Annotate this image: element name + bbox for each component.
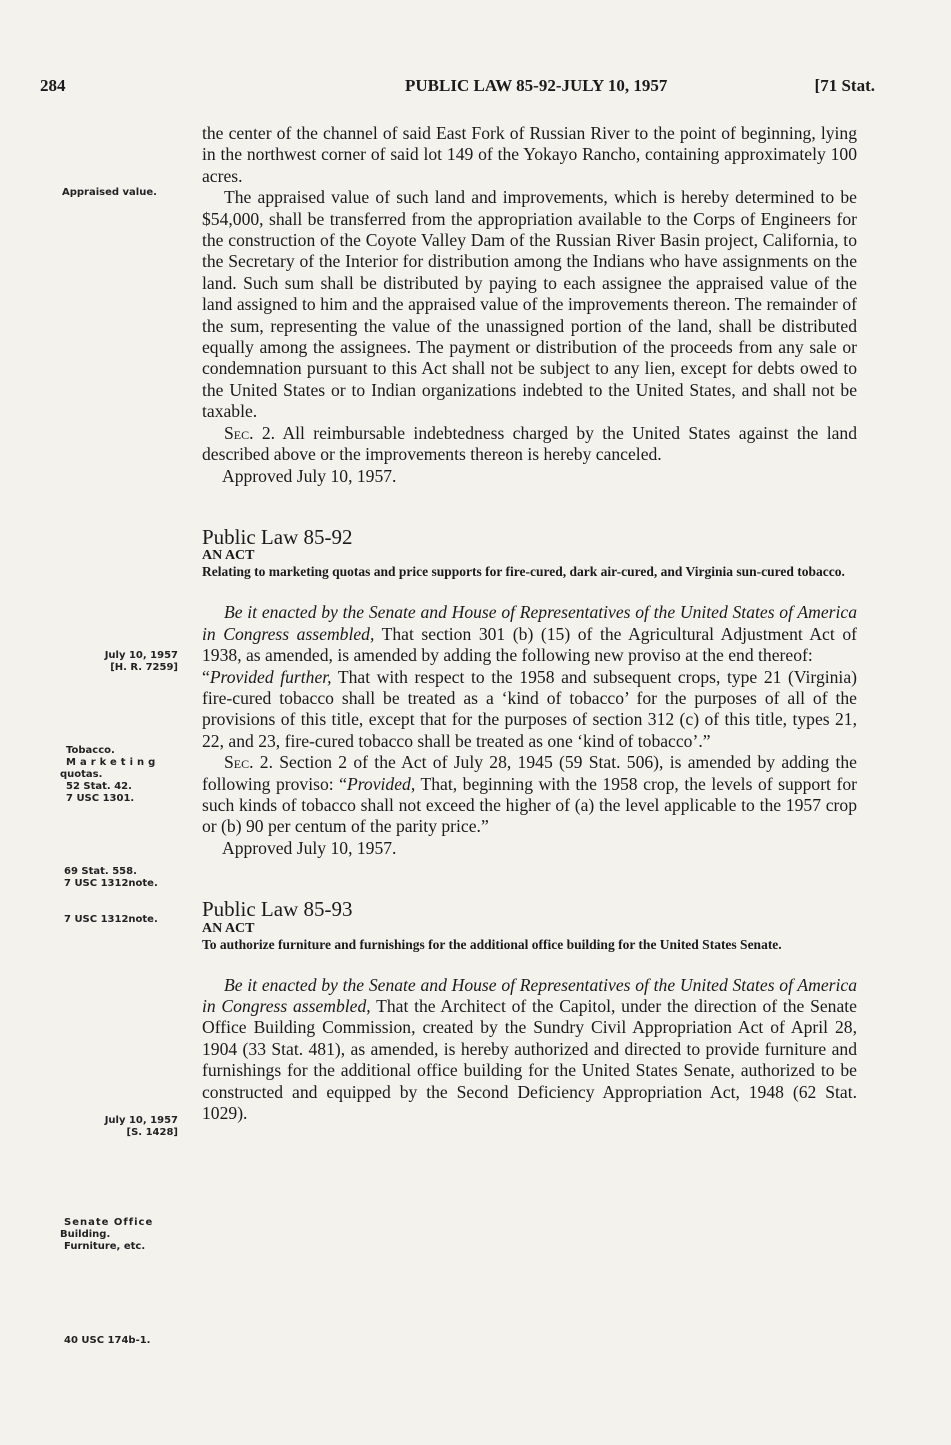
sec-2-text-a: Section 2 of the Act of July 28, 1945 (59 Stat. 506), is amended by adding the following proviso: “ [202, 752, 857, 794]
margin-note-senate-office [60, 1217, 154, 1253]
public-law-85-92 [202, 524, 857, 859]
margin-note-tobacco [60, 745, 160, 805]
paragraph-boundary-end: the center of the channel of said East Fork of Russian River to the point of beginning, lying in the northwest corner of said lot 149 of the Yokayo Rancho, containing approximately 100 acres. [202, 123, 857, 186]
enacting-text: That section 301 (b) (15) of the Agricultural Adjustment Act of 1938, as amended, is amended by adding the following new proviso at the end thereof: [202, 623, 857, 666]
public-law-85-93 [202, 899, 857, 1124]
proviso-text: That with respect to the 1958 and subsequent crops, type 21 (Virginia) fire-cured tobacco shall be treated as a ‘kind of tobacco’ for the purposes of all of the provisions of this title, except that for the purposes of section 312 (c) of this title, types 21, 22, and 23, fire-cured tobacco shall be treated as one ‘kind of tobacco’.” [202, 666, 857, 751]
enacting-clause [202, 975, 857, 1125]
margin-note-law2-date [58, 1115, 178, 1139]
act-heading: AN ACT [202, 920, 255, 936]
margin-building: Building. [60, 1229, 111, 1240]
running-title: PUBLIC LAW 85-92-JULY 10, 1957 [405, 76, 668, 95]
page-number: 284 [40, 76, 66, 95]
margin-tobacco: Tobacco. [66, 745, 115, 756]
statute-volume: [71 Stat. [814, 76, 875, 95]
section-2 [202, 752, 857, 838]
law1-bill: [H. R. 7259] [110, 662, 178, 673]
margin-7-usc-1301: 7 USC 1301. [66, 793, 135, 804]
approved-date-1: Approved July 10, 1957. [222, 465, 397, 486]
margin-7-usc-1312-a: 7 USC 1312note. [64, 878, 158, 889]
page-header [40, 76, 875, 100]
law1-date: July 10, 1957 [104, 650, 178, 661]
margin-note-appraised-value: Appraised value. [62, 187, 157, 198]
paragraph-appraised-value: The appraised value of such land and improvements, which is hereby determined to be $54,000, shall be transferred from the appropriation available to the Corps of Engineers for the construction of the Coyote Valley Dam of the Russian River Basin project, California, to the Secretary of the Interior for distribution among the Indians who have assignments on the land. Such sum shall be distributed by paying to each assignee the appraised value of the land assigned to him and the appraised value of the improvements thereon. The remainder of the sum, representing the value of the unassigned portion of the land, shall be distributed equally among the assignees. The payment or distribution of the proceeds from any sale or condemnation pursuant to this Act shall not be subject to any lien, except for debts owed to the United States or to Indian organizations indebted to the United States, and shall not be taxable. [202, 187, 857, 422]
sec-label: Sec. 2. [224, 752, 273, 773]
enacting-words: Be it enacted by the Senate and House of Representatives of the United States of America in Congress assembled, [202, 974, 857, 1016]
act-description: Relating to marketing quotas and price supports for fire-cured, dark air-cured, and Virginia sun-cured tobacco. [202, 564, 845, 580]
approved-date-2: Approved July 10, 1957. [222, 837, 397, 858]
quote-open: “ [202, 666, 210, 687]
margin-7-usc-1312-b: 7 USC 1312note. [64, 914, 158, 925]
margin-40-usc: 40 USC 174b-1. [64, 1335, 151, 1346]
main-text [202, 123, 857, 1124]
proviso-words: Provided, [346, 773, 416, 794]
margin-quotas: quotas. [60, 769, 103, 780]
sec-label: Sec. 2. [224, 422, 276, 443]
margin-note-69-stat [64, 866, 158, 890]
margin-52-stat: 52 Stat. 42. [66, 781, 132, 792]
proviso-words: Provided further, [209, 666, 332, 687]
enacting-words: Be it enacted by the Senate and House of Representatives of the United States of America in Congress assembled, [202, 602, 857, 644]
margin-69-stat: 69 Stat. 558. [64, 866, 137, 877]
enacting-text: That the Architect of the Capitol, under the direction of the Senate Office Building Commission, created by the Sundry Civil Appropriation Act of April 28, 1904 (33 Stat. 481), as amended, is hereby authorized and directed to provide furniture and furnishings for the additional office building for the United States Senate, authorized to be constructed and equipped by the Second Deficiency Appropriation Act, 1948 (62 Stat. 1029). [202, 996, 857, 1124]
sec-2-text: All reimbursable indebtedness charged by the United States against the land described above or the improvements thereon is hereby canceled. [202, 422, 857, 465]
sec-2-text-b: That, beginning with the 1958 crop, the levels of support for such kinds of tobacco shall not exceed the higher of (a) the level applicable to the 1957 crop or (b) 90 per centum of the parity price.” [202, 773, 857, 837]
margin-furniture: Furniture, etc. [64, 1241, 146, 1252]
margin-note-law1-date [58, 650, 178, 674]
act-description: To authorize furniture and furnishings for the additional office building for the United States Senate. [202, 936, 782, 952]
margin-marketing: Marketing [66, 757, 160, 768]
law-title: Public Law 85-92 [202, 524, 353, 549]
act-heading: AN ACT [202, 548, 255, 564]
paragraph-sec-2 [202, 423, 857, 466]
law-title: Public Law 85-93 [202, 897, 353, 922]
law2-bill: [S. 1428] [126, 1127, 178, 1138]
margin-senate-office: Senate Office [64, 1217, 154, 1228]
law2-date: July 10, 1957 [104, 1115, 178, 1126]
enacting-clause [202, 602, 857, 752]
